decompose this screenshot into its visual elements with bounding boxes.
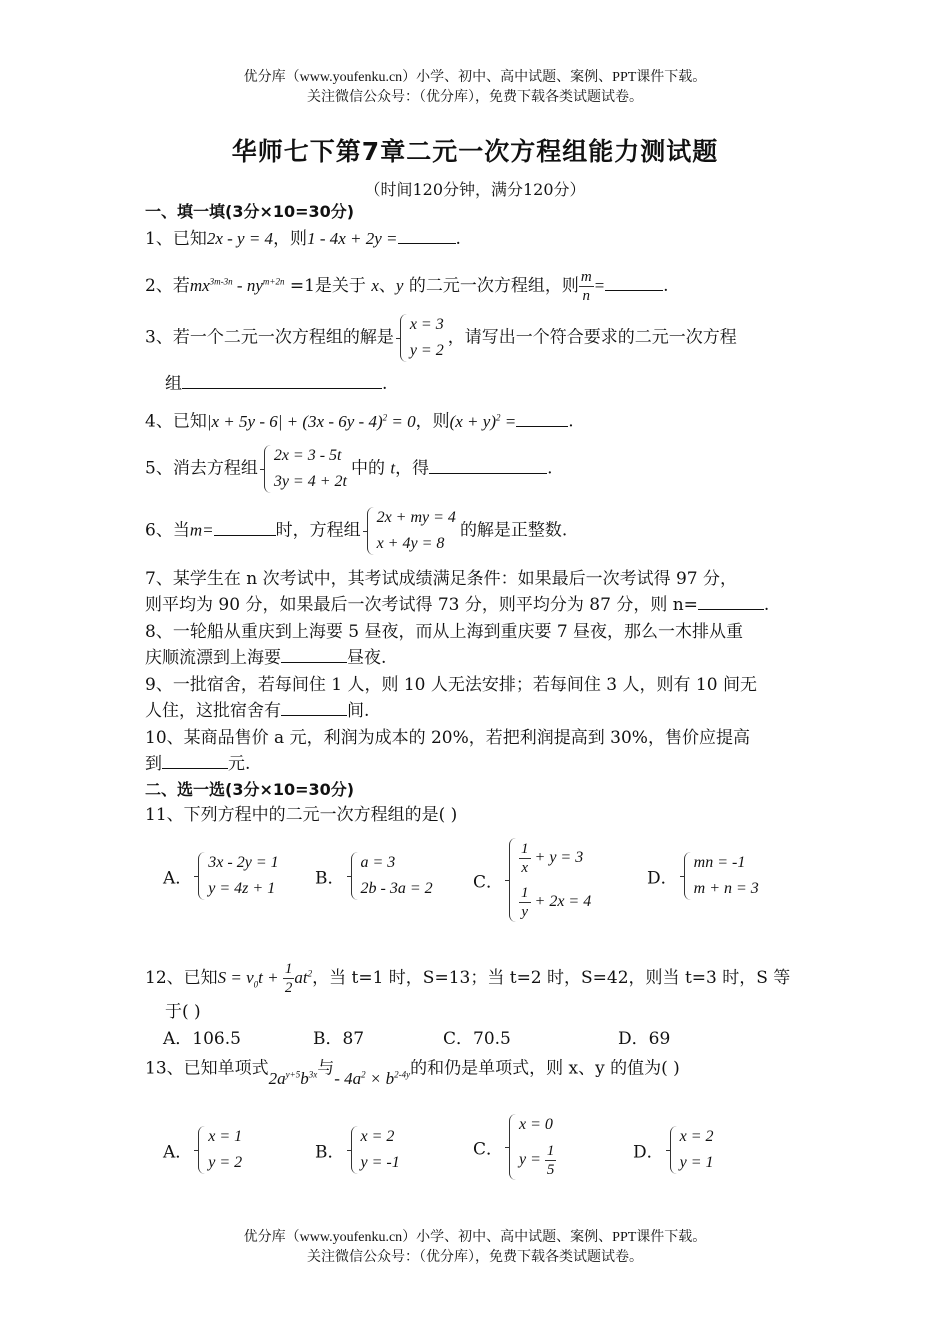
- question-1: 1、已知2x - y = 4，则1 - 4x + 2y = .: [145, 229, 461, 249]
- question-6: 6、当m= 时，方程组 2x + my = 4 x + 4y = 8 的解是正整数.: [145, 505, 567, 557]
- q12-option-a: A．106.5: [163, 1029, 241, 1049]
- q13-option-a: A． x = 1 y = 2: [163, 1124, 246, 1176]
- page-title: 华师七下第7章二元一次方程组能力测试题: [231, 137, 719, 166]
- equation-system: 2x + my = 4 x + 4y = 8: [365, 505, 456, 557]
- q11-option-b: B． a = 3 2b - 3a = 2: [315, 850, 437, 902]
- answer-blank: [398, 227, 456, 244]
- question-5: 5、消去方程组 2x = 3 - 5t 3y = 4 + 2t 中的 t，得 .: [145, 443, 553, 495]
- q11-option-a: A． 3x - 2y = 1 y = 4z + 1: [163, 850, 283, 902]
- q13-option-c: C． x = 0 y = $\frac{1}{5}$: [473, 1112, 560, 1182]
- question-13: 13、已知单项式$2a^{y+5}b^{3x}$与- $4a^2 \times b^{2-4y}$的和仍是单项式，则 x、y 的值为( ): [145, 1058, 680, 1088]
- question-7-continued: 则平均为 90 分，如果最后一次考试得 73 分，则平均分为 87 分，则 n= .: [145, 595, 770, 615]
- header-line-1: 优分库（www.youfenku.cn）小学、初中、高中试题、案例、PPT课件下载。: [243, 70, 707, 85]
- question-3: 3、若一个二元一次方程组的解是 x = 3 y = 2 ，请写出一个符合要求的二元一次方程: [145, 312, 737, 364]
- q11-option-d: D． mn = -1 m + n = 3: [647, 850, 763, 902]
- question-8: 8、一轮船从重庆到上海要 5 昼夜，而从上海到重庆要 7 昼夜，那么一木排从重: [145, 622, 744, 642]
- question-11: 11、下列方程中的二元一次方程组的是( ): [145, 805, 458, 825]
- q12-option-c: C．70.5: [443, 1029, 511, 1049]
- answer-blank: [429, 457, 547, 474]
- q12-options: [163, 1027, 670, 1051]
- section-2-heading: 二、选一选(3分×10=30分): [145, 780, 355, 799]
- q12-option-d: D．69: [618, 1029, 671, 1049]
- answer-blank: [214, 519, 276, 536]
- q11-option-c: C． $\frac{1}{x}$ + y = 3 $\frac{1}{y}$ + 2x = 4: [473, 836, 595, 924]
- answer-blank: [281, 646, 347, 663]
- answer-blank: [698, 593, 764, 610]
- question-9: 9、一批宿舍，若每间住 1 人，则 10 人无法安排；若每间住 3 人，则有 10 间无: [145, 675, 757, 695]
- answer-blank: [281, 699, 347, 716]
- q12-option-b: B．87: [313, 1029, 365, 1049]
- q13-option-b: B． x = 2 y = -1: [315, 1124, 404, 1176]
- solution-system: x = 3 y = 2: [398, 312, 444, 364]
- question-4: 4、已知|x + 5y - 6| + (3x - 6y - 4)$^2$ = 0，则$(x + y)^2$ = .: [145, 411, 574, 432]
- question-12-continued: 于( ): [165, 1002, 201, 1022]
- question-2: 2、若$mx^{3m-3n} - ny^{m+2n} =1$是关于 x、y 的二元一次方程组，则 $\frac{m}{n}$ = .: [145, 269, 669, 304]
- answer-blank: [605, 274, 663, 291]
- question-3-continued: 组 .: [165, 374, 388, 394]
- page-footer: [0, 1228, 950, 1268]
- question-12: 12、已知$S = v_0t$ + $\frac{1}{2}$ $at^2$，当 t=1 时，S=13；当 t=2 时，S=42，则当 t=3 时，S 等: [145, 961, 791, 996]
- footer-line-1: 优分库（www.youfenku.cn）小学、初中、高中试题、案例、PPT课件下载。: [243, 1230, 707, 1245]
- exam-subtitle: （时间120分钟，满分120分）: [364, 180, 586, 199]
- answer-blank: [162, 752, 228, 769]
- page-header: [0, 68, 950, 108]
- question-7: 7、某学生在 n 次考试中，其考试成绩满足条件：如果最后一次考试得 97 分，: [145, 569, 738, 589]
- question-10: 10、某商品售价 a 元，利润为成本的 20%，若把利润提高到 30%，售价应提高: [145, 728, 750, 748]
- header-line-2: 关注微信公众号：（优分库），免费下载各类试题试卷。: [307, 90, 643, 105]
- footer-line-2: 关注微信公众号：（优分库），免费下载各类试题试卷。: [307, 1250, 643, 1265]
- answer-blank: [516, 410, 568, 427]
- equation-system: 2x = 3 - 5t 3y = 4 + 2t: [262, 443, 347, 495]
- section-1-heading: 一、填一填(3分×10=30分): [145, 202, 355, 221]
- question-8-continued: 庆顺流漂到上海要 昼夜.: [145, 648, 387, 668]
- answer-blank: [182, 372, 382, 389]
- question-10-continued: 到 元.: [145, 754, 251, 774]
- question-9-continued: 人住，这批宿舍有 间.: [145, 701, 370, 721]
- q13-option-d: D． x = 2 y = 1: [633, 1124, 718, 1176]
